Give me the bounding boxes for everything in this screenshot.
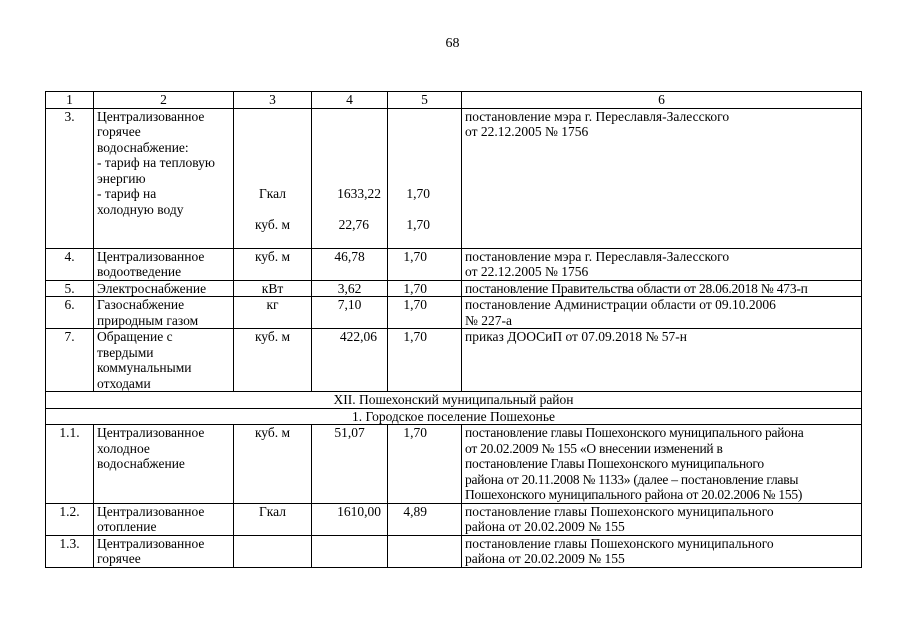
row-number: 1.1. [46,425,94,504]
service-name [94,280,234,297]
service-line: горячее [97,551,141,566]
row-number: 5. [46,280,94,297]
price-cell [312,535,388,567]
service-line: - тариф на тепловую [97,155,215,170]
header-cell: 1 [46,92,94,109]
header-cell: 2 [94,92,234,109]
document-line: постановление мэра г. Переславля-Залесского [465,108,730,124]
rate-cell: 1,70 [388,280,462,297]
service-line: Обращение с [97,329,173,344]
document-line: постановление Главы Пошехонского муниципального [465,456,764,471]
service-name [94,297,234,329]
unit-cell: кг [234,297,312,329]
document-line: постановление главы Пошехонского муниципального [465,535,774,551]
table-body [46,92,862,568]
table-row [46,297,862,329]
price-cell: 1610,00 [312,503,388,535]
service-line: природным газом [97,312,199,328]
unit-cell [234,535,312,567]
document-line: района от 20.02.2009 № 155 [465,519,625,534]
service-line: энергию [97,170,146,186]
subsection-row [46,408,862,425]
unit-cell: Гкал [234,503,312,535]
table-row [46,503,862,535]
price-cell: 422,06 [312,329,388,392]
service-name [94,503,234,535]
document-line: постановление главы Пошехонского муниципального района [465,425,804,440]
unit-cell [234,108,312,248]
document-cell [462,108,862,248]
service-line: Централизованное [97,503,205,519]
service-line: холодное [97,440,150,456]
service-line: Электроснабжение [97,280,207,296]
section-row [46,392,862,409]
service-line: Централизованное [97,248,205,264]
service-line: холодную воду [97,201,184,217]
rate-value: 1,70 [406,186,430,201]
service-line: Централизованное [97,535,205,551]
document-cell [462,329,862,392]
row-number: 6. [46,297,94,329]
service-name [94,248,234,280]
document-cell [462,297,862,329]
unit-cell: кВт [234,280,312,297]
service-name [94,329,234,392]
unit-value: Гкал [258,186,286,201]
service-name [94,108,234,248]
service-line: водоснабжение: [97,139,189,155]
price-cell: 3,62 [312,280,388,297]
row-number: 4. [46,248,94,280]
document-line: приказ ДООСиП от 07.09.2018 № 57-н [465,329,687,344]
document-line: от 22.12.2005 № 1756 [465,264,589,279]
document-cell [462,425,862,504]
document-cell [462,503,862,535]
price-value: 22,76 [338,217,369,232]
service-line: водоснабжение [97,456,185,471]
unit-cell: куб. м [234,425,312,504]
document-line: от 20.02.2009 № 155 «О внесении изменений в [465,440,723,456]
document-line: от 22.12.2005 № 1756 [465,124,589,139]
service-line: Газоснабжение [97,297,185,312]
header-cell: 3 [234,92,312,109]
row-number: 7. [46,329,94,392]
document-cell [462,535,862,567]
service-line: отходами [97,375,151,391]
document-line: района от 20.02.2009 № 155 [465,551,625,566]
rate-cell [388,108,462,248]
document-cell [462,248,862,280]
service-line: Централизованное [97,425,205,440]
rate-cell: 1,70 [388,329,462,392]
rate-cell: 4,89 [388,503,462,535]
price-cell: 51,07 [312,425,388,504]
document-line: постановление мэра г. Переславля-Залесского [465,248,730,264]
rate-cell: 1,70 [388,297,462,329]
table-row [46,329,862,392]
header-row [46,92,862,109]
row-number: 3. [46,108,94,248]
row-number: 1.3. [46,535,94,567]
service-name [94,425,234,504]
table-row [46,248,862,280]
service-line: Централизованное [97,108,205,124]
table-row [46,280,862,297]
header-cell: 6 [462,92,862,109]
unit-value: куб. м [254,217,291,232]
table-row [46,108,862,248]
rate-cell [388,535,462,567]
document-line: постановление Правительства области от 28.06.2018 № 473-п [465,280,808,296]
rate-value: 1,70 [406,217,430,232]
service-line: отопление [97,519,157,534]
unit-cell: куб. м [234,329,312,392]
header-cell: 5 [388,92,462,109]
table-row [46,535,862,567]
header-cell: 4 [312,92,388,109]
tariff-table [45,91,862,568]
subsection-title: 1. Городское поселение Пошехонье [46,408,862,425]
price-cell: 7,10 [312,297,388,329]
document-line: № 227-а [465,312,512,328]
table-row [46,425,862,504]
rate-cell: 1,70 [388,425,462,504]
document-line: Пошехонского муниципального района от 20.02.2006 № 155) [465,487,803,502]
price-cell: 46,78 [312,248,388,280]
service-name [94,535,234,567]
price-cell [312,108,388,248]
price-value: 1633,22 [337,186,381,201]
page-number: 68 [445,36,460,51]
rate-cell: 1,70 [388,248,462,280]
row-number: 1.2. [46,503,94,535]
service-line: водоотведение [97,264,182,279]
service-line: горячее [97,124,141,139]
service-line: коммунальными [97,360,192,375]
document-cell [462,280,862,297]
section-title: XII. Пошехонский муниципальный район [46,392,862,409]
unit-cell: куб. м [234,248,312,280]
service-line: твердыми [97,344,154,360]
document-line: района от 20.11.2008 № 1133» (далее – постановление главы [465,471,799,487]
document-line: постановление главы Пошехонского муниципального [465,503,774,519]
document-line: постановление Администрации области от 09.10.2006 [465,297,776,312]
service-line: - тариф на [97,186,157,201]
